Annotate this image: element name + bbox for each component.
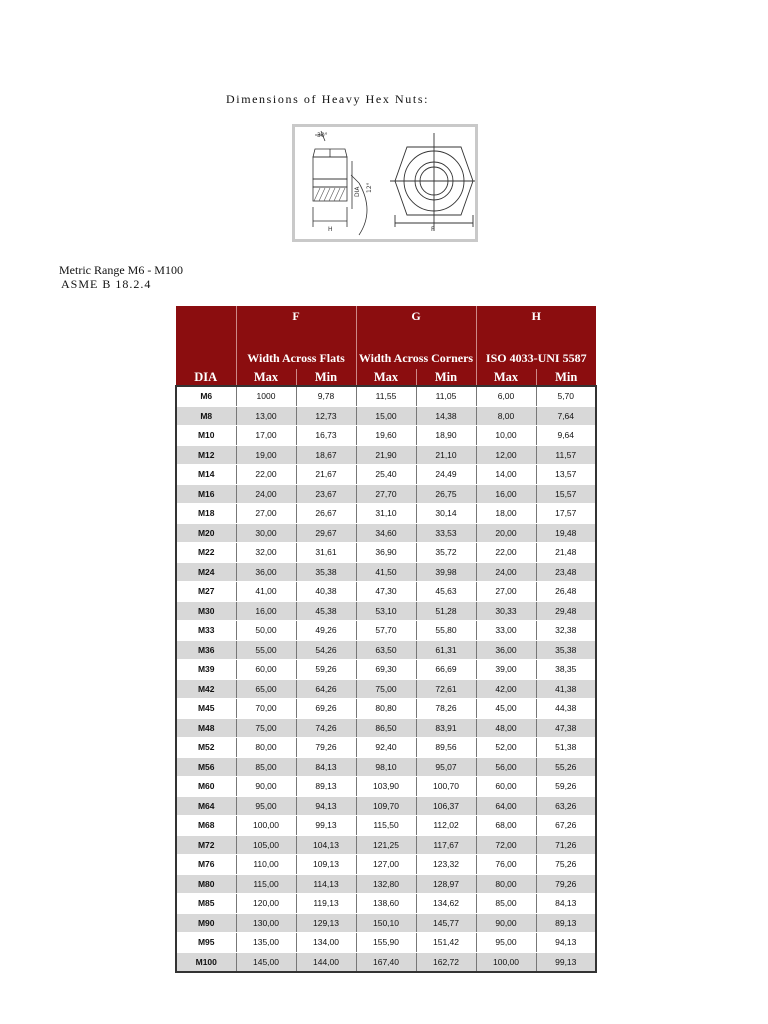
col-header-g-max: Max — [356, 369, 416, 386]
cell-dia: M76 — [176, 855, 236, 875]
f-dim-label: F — [431, 226, 435, 233]
cell-dia: M60 — [176, 777, 236, 797]
metric-range-label: Metric Range M6 - M100 — [59, 263, 183, 277]
cell-g-min: 134,62 — [416, 894, 476, 914]
cell-h-max: 72,00 — [476, 835, 536, 855]
cell-h-min: 99,13 — [536, 952, 596, 972]
cell-f-min: 35,38 — [296, 562, 356, 582]
cell-h-max: 80,00 — [476, 874, 536, 894]
table-row — [176, 835, 596, 855]
cell-dia: M27 — [176, 582, 236, 602]
cell-dia: M90 — [176, 913, 236, 933]
col-header-h-max: Max — [476, 369, 536, 386]
cell-f-min: 119,13 — [296, 894, 356, 914]
cell-f-min: 12,73 — [296, 406, 356, 426]
cell-h-max: 100,00 — [476, 952, 536, 972]
cell-h-max: 10,00 — [476, 426, 536, 446]
hex-nut-diagram — [292, 124, 478, 242]
dia-label: DIA — [354, 186, 361, 197]
cell-f-min: 16,73 — [296, 426, 356, 446]
cell-f-max: 24,00 — [236, 484, 296, 504]
cell-g-max: 167,40 — [356, 952, 416, 972]
cell-g-min: 26,75 — [416, 484, 476, 504]
cell-f-min: 49,26 — [296, 621, 356, 641]
cell-f-max: 75,00 — [236, 718, 296, 738]
cell-g-max: 138,60 — [356, 894, 416, 914]
cell-f-max: 17,00 — [236, 426, 296, 446]
table-row — [176, 913, 596, 933]
table-row — [176, 543, 596, 563]
cell-g-max: 34,60 — [356, 523, 416, 543]
cell-h-min: 23,48 — [536, 562, 596, 582]
table-row — [176, 796, 596, 816]
cell-g-min: 30,14 — [416, 504, 476, 524]
cell-g-min: 18,90 — [416, 426, 476, 446]
cell-f-max: 1000 — [236, 386, 296, 406]
cell-g-min: 117,67 — [416, 835, 476, 855]
cell-f-max: 16,00 — [236, 601, 296, 621]
cell-g-max: 21,90 — [356, 445, 416, 465]
cell-f-min: 18,67 — [296, 445, 356, 465]
header-blank — [176, 306, 236, 329]
cell-h-max: 12,00 — [476, 445, 536, 465]
cell-f-max: 120,00 — [236, 894, 296, 914]
cell-h-max: 56,00 — [476, 757, 536, 777]
cell-f-max: 105,00 — [236, 835, 296, 855]
group-g-letter: G — [356, 306, 476, 329]
cell-g-max: 19,60 — [356, 426, 416, 446]
cell-h-max: 36,00 — [476, 640, 536, 660]
cell-h-min: 59,26 — [536, 777, 596, 797]
cell-h-min: 32,38 — [536, 621, 596, 641]
cell-h-min: 55,26 — [536, 757, 596, 777]
cell-h-min: 44,38 — [536, 699, 596, 719]
cell-g-max: 132,80 — [356, 874, 416, 894]
cell-dia: M72 — [176, 835, 236, 855]
cell-f-min: 26,67 — [296, 504, 356, 524]
cell-g-max: 63,50 — [356, 640, 416, 660]
cell-h-min: 7,64 — [536, 406, 596, 426]
cell-g-min: 95,07 — [416, 757, 476, 777]
cell-dia: M16 — [176, 484, 236, 504]
cell-h-max: 95,00 — [476, 933, 536, 953]
cell-g-min: 21,10 — [416, 445, 476, 465]
cell-h-max: 33,00 — [476, 621, 536, 641]
cell-g-min: 123,32 — [416, 855, 476, 875]
cell-f-min: 21,67 — [296, 465, 356, 485]
cell-f-max: 22,00 — [236, 465, 296, 485]
table-row — [176, 601, 596, 621]
cell-dia: M85 — [176, 894, 236, 914]
table-row — [176, 640, 596, 660]
cell-f-min: 134,00 — [296, 933, 356, 953]
cell-h-min: 29,48 — [536, 601, 596, 621]
table-row — [176, 621, 596, 641]
cell-f-max: 55,00 — [236, 640, 296, 660]
cell-h-max: 60,00 — [476, 777, 536, 797]
cell-f-max: 130,00 — [236, 913, 296, 933]
dimensions-table — [175, 306, 597, 973]
cell-dia: M95 — [176, 933, 236, 953]
cell-f-max: 95,00 — [236, 796, 296, 816]
cell-f-min: 69,26 — [296, 699, 356, 719]
cell-dia: M18 — [176, 504, 236, 524]
cell-h-min: 47,38 — [536, 718, 596, 738]
cell-g-min: 24,49 — [416, 465, 476, 485]
cell-h-max: 27,00 — [476, 582, 536, 602]
cell-dia: M42 — [176, 679, 236, 699]
cell-f-max: 135,00 — [236, 933, 296, 953]
cell-dia: M48 — [176, 718, 236, 738]
cell-h-max: 85,00 — [476, 894, 536, 914]
cell-g-max: 103,90 — [356, 777, 416, 797]
cell-f-min: 59,26 — [296, 660, 356, 680]
cell-f-min: 74,26 — [296, 718, 356, 738]
cell-f-max: 110,00 — [236, 855, 296, 875]
cell-h-max: 18,00 — [476, 504, 536, 524]
cell-h-max: 64,00 — [476, 796, 536, 816]
cell-g-max: 155,90 — [356, 933, 416, 953]
cell-h-min: 35,38 — [536, 640, 596, 660]
cell-dia: M52 — [176, 738, 236, 758]
cell-h-min: 75,26 — [536, 855, 596, 875]
group-f-letter: F — [236, 306, 356, 329]
cell-f-max: 70,00 — [236, 699, 296, 719]
cell-dia: M36 — [176, 640, 236, 660]
cell-g-min: 128,97 — [416, 874, 476, 894]
cell-f-min: 79,26 — [296, 738, 356, 758]
cell-h-max: 68,00 — [476, 816, 536, 836]
cell-f-min: 23,67 — [296, 484, 356, 504]
cell-dia: M12 — [176, 445, 236, 465]
cell-g-min: 162,72 — [416, 952, 476, 972]
h-dim-label: H — [328, 226, 333, 233]
cell-h-min: 13,57 — [536, 465, 596, 485]
cell-h-max: 42,00 — [476, 679, 536, 699]
cell-f-max: 41,00 — [236, 582, 296, 602]
cell-f-min: 54,26 — [296, 640, 356, 660]
cell-h-max: 6,00 — [476, 386, 536, 406]
cell-h-max: 14,00 — [476, 465, 536, 485]
cell-h-min: 51,38 — [536, 738, 596, 758]
table-row — [176, 582, 596, 602]
cell-h-max: 16,00 — [476, 484, 536, 504]
cell-g-min: 35,72 — [416, 543, 476, 563]
cell-g-max: 150,10 — [356, 913, 416, 933]
table-row — [176, 679, 596, 699]
cell-g-max: 69,30 — [356, 660, 416, 680]
cell-h-min: 71,26 — [536, 835, 596, 855]
cell-g-max: 47,30 — [356, 582, 416, 602]
cell-f-min: 114,13 — [296, 874, 356, 894]
cell-g-min: 72,61 — [416, 679, 476, 699]
cell-dia: M33 — [176, 621, 236, 641]
cell-g-max: 57,70 — [356, 621, 416, 641]
angle-top-label: 30° — [317, 132, 328, 139]
cell-f-max: 27,00 — [236, 504, 296, 524]
table-body — [176, 386, 596, 972]
cell-g-max: 121,25 — [356, 835, 416, 855]
cell-dia: M39 — [176, 660, 236, 680]
cell-g-min: 14,38 — [416, 406, 476, 426]
cell-g-max: 86,50 — [356, 718, 416, 738]
cell-h-min: 26,48 — [536, 582, 596, 602]
cell-f-max: 145,00 — [236, 952, 296, 972]
cell-h-max: 45,00 — [476, 699, 536, 719]
cell-f-max: 115,00 — [236, 874, 296, 894]
cell-h-min: 41,38 — [536, 679, 596, 699]
cell-g-min: 33,53 — [416, 523, 476, 543]
cell-h-min: 94,13 — [536, 933, 596, 953]
cell-f-max: 30,00 — [236, 523, 296, 543]
cell-f-max: 36,00 — [236, 562, 296, 582]
cell-g-max: 27,70 — [356, 484, 416, 504]
cell-g-min: 11,05 — [416, 386, 476, 406]
cell-f-min: 40,38 — [296, 582, 356, 602]
cell-g-min: 151,42 — [416, 933, 476, 953]
table-row — [176, 504, 596, 524]
cell-g-min: 45,63 — [416, 582, 476, 602]
cell-g-max: 11,55 — [356, 386, 416, 406]
cell-f-min: 94,13 — [296, 796, 356, 816]
table-row — [176, 523, 596, 543]
cell-g-min: 61,31 — [416, 640, 476, 660]
table-row — [176, 738, 596, 758]
cell-g-max: 98,10 — [356, 757, 416, 777]
cell-g-min: 66,69 — [416, 660, 476, 680]
cell-dia: M14 — [176, 465, 236, 485]
standard-label: ASME B 18.2.4 — [61, 277, 152, 291]
col-header-f-max: Max — [236, 369, 296, 386]
table-row — [176, 952, 596, 972]
cell-h-max: 39,00 — [476, 660, 536, 680]
cell-h-min: 79,26 — [536, 874, 596, 894]
table-row — [176, 386, 596, 406]
cell-g-min: 39,98 — [416, 562, 476, 582]
cell-g-max: 127,00 — [356, 855, 416, 875]
cell-f-max: 100,00 — [236, 816, 296, 836]
hex-nut-drawing — [295, 127, 475, 239]
cell-h-min: 9,64 — [536, 426, 596, 446]
cell-h-max: 24,00 — [476, 562, 536, 582]
cell-g-max: 36,90 — [356, 543, 416, 563]
table-row — [176, 484, 596, 504]
cell-h-min: 89,13 — [536, 913, 596, 933]
cell-dia: M20 — [176, 523, 236, 543]
cell-dia: M8 — [176, 406, 236, 426]
table-row — [176, 465, 596, 485]
cell-g-max: 115,50 — [356, 816, 416, 836]
table-row — [176, 816, 596, 836]
cell-h-max: 52,00 — [476, 738, 536, 758]
group-h-letter: H — [476, 306, 596, 329]
cell-f-min: 45,38 — [296, 601, 356, 621]
cell-g-min: 55,80 — [416, 621, 476, 641]
cell-g-min: 78,26 — [416, 699, 476, 719]
cell-f-min: 99,13 — [296, 816, 356, 836]
cell-h-min: 67,26 — [536, 816, 596, 836]
table-row — [176, 426, 596, 446]
cell-f-min: 144,00 — [296, 952, 356, 972]
cell-g-min: 89,56 — [416, 738, 476, 758]
cell-h-max: 76,00 — [476, 855, 536, 875]
cell-g-min: 112,02 — [416, 816, 476, 836]
cell-g-min: 51,28 — [416, 601, 476, 621]
cell-dia: M56 — [176, 757, 236, 777]
cell-h-min: 5,70 — [536, 386, 596, 406]
cell-h-min: 84,13 — [536, 894, 596, 914]
angle-side-label: 12° — [366, 182, 373, 193]
table-row — [176, 699, 596, 719]
cell-h-min: 19,48 — [536, 523, 596, 543]
cell-h-max: 90,00 — [476, 913, 536, 933]
cell-h-max: 48,00 — [476, 718, 536, 738]
table-row — [176, 874, 596, 894]
table-row — [176, 406, 596, 426]
cell-g-max: 41,50 — [356, 562, 416, 582]
table-row — [176, 445, 596, 465]
cell-g-max: 109,70 — [356, 796, 416, 816]
cell-h-max: 22,00 — [476, 543, 536, 563]
cell-h-min: 21,48 — [536, 543, 596, 563]
cell-h-max: 8,00 — [476, 406, 536, 426]
cell-g-max: 75,00 — [356, 679, 416, 699]
cell-g-max: 31,10 — [356, 504, 416, 524]
table-row — [176, 777, 596, 797]
cell-g-max: 53,10 — [356, 601, 416, 621]
cell-f-min: 29,67 — [296, 523, 356, 543]
cell-h-max: 20,00 — [476, 523, 536, 543]
group-f-label: Width Across Flats — [236, 329, 356, 369]
cell-g-min: 83,91 — [416, 718, 476, 738]
cell-dia: M68 — [176, 816, 236, 836]
cell-g-min: 100,70 — [416, 777, 476, 797]
cell-dia: M22 — [176, 543, 236, 563]
cell-dia: M100 — [176, 952, 236, 972]
page-title: Dimensions of Heavy Hex Nuts: — [226, 92, 430, 106]
cell-dia: M10 — [176, 426, 236, 446]
col-header-h-min: Min — [536, 369, 596, 386]
cell-h-min: 38,35 — [536, 660, 596, 680]
header-blank-2 — [176, 329, 236, 369]
table-row — [176, 562, 596, 582]
cell-h-min: 63,26 — [536, 796, 596, 816]
col-header-dia: DIA — [176, 369, 236, 386]
table-row — [176, 660, 596, 680]
cell-g-max: 80,80 — [356, 699, 416, 719]
table-row — [176, 718, 596, 738]
cell-f-max: 19,00 — [236, 445, 296, 465]
group-g-label: Width Across Corners — [356, 329, 476, 369]
cell-f-min: 89,13 — [296, 777, 356, 797]
cell-f-max: 60,00 — [236, 660, 296, 680]
cell-g-max: 15,00 — [356, 406, 416, 426]
table-row — [176, 894, 596, 914]
range-caption — [59, 263, 183, 291]
cell-f-min: 31,61 — [296, 543, 356, 563]
col-header-g-min: Min — [416, 369, 476, 386]
group-h-label: ISO 4033-UNI 5587 — [476, 329, 596, 369]
table-row — [176, 855, 596, 875]
cell-f-max: 13,00 — [236, 406, 296, 426]
cell-g-min: 106,37 — [416, 796, 476, 816]
cell-f-max: 65,00 — [236, 679, 296, 699]
cell-h-min: 11,57 — [536, 445, 596, 465]
cell-g-max: 25,40 — [356, 465, 416, 485]
cell-dia: M64 — [176, 796, 236, 816]
cell-f-max: 32,00 — [236, 543, 296, 563]
cell-h-max: 30,33 — [476, 601, 536, 621]
col-header-f-min: Min — [296, 369, 356, 386]
cell-f-min: 64,26 — [296, 679, 356, 699]
cell-f-max: 80,00 — [236, 738, 296, 758]
cell-g-min: 145,77 — [416, 913, 476, 933]
cell-h-min: 17,57 — [536, 504, 596, 524]
cell-f-min: 109,13 — [296, 855, 356, 875]
cell-dia: M45 — [176, 699, 236, 719]
cell-f-max: 85,00 — [236, 757, 296, 777]
cell-dia: M6 — [176, 386, 236, 406]
cell-g-max: 92,40 — [356, 738, 416, 758]
cell-f-min: 129,13 — [296, 913, 356, 933]
cell-dia: M24 — [176, 562, 236, 582]
cell-f-max: 50,00 — [236, 621, 296, 641]
cell-f-min: 9,78 — [296, 386, 356, 406]
cell-dia: M80 — [176, 874, 236, 894]
cell-f-min: 104,13 — [296, 835, 356, 855]
cell-h-min: 15,57 — [536, 484, 596, 504]
cell-f-max: 90,00 — [236, 777, 296, 797]
cell-f-min: 84,13 — [296, 757, 356, 777]
table-row — [176, 933, 596, 953]
table-row — [176, 757, 596, 777]
cell-dia: M30 — [176, 601, 236, 621]
